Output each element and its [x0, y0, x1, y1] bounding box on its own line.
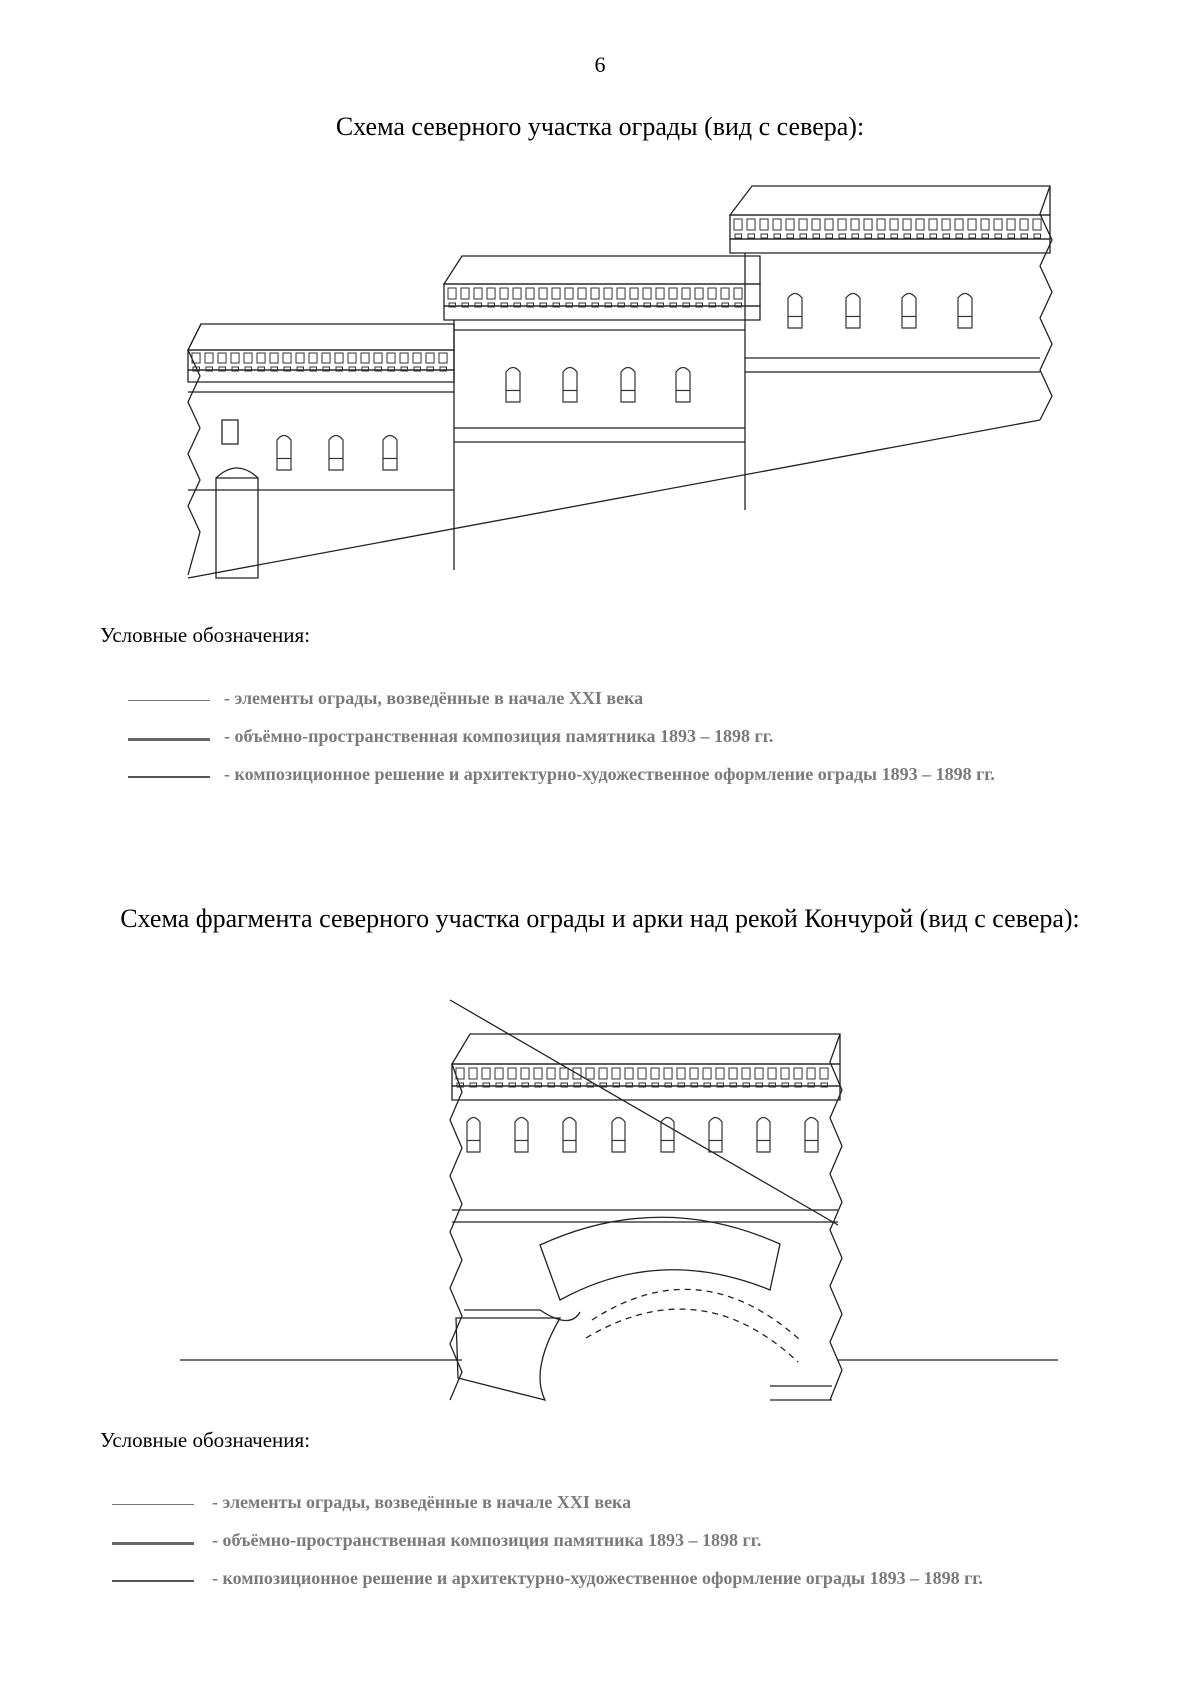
legend-text: - композиционное решение и архитектурно-художественное оформление ограды 1893 – 1898 гг.: [212, 1568, 983, 1588]
cornice-dentil: [565, 288, 573, 299]
cornice-dentil: [851, 219, 859, 230]
legend-line-medium: [112, 1580, 194, 1582]
cornice-dentil: [968, 219, 976, 230]
cornice-dentil: [716, 1068, 724, 1079]
gate-opening: [216, 478, 258, 578]
cornice-dentil: [244, 353, 252, 363]
cornice-dentil: [513, 288, 521, 299]
blind-window: [958, 294, 972, 329]
frieze-block: [839, 234, 846, 238]
cornice-dentil: [669, 288, 677, 299]
cornice-dentil: [682, 288, 690, 299]
cornice-dentil: [838, 219, 846, 230]
frieze-block: [1008, 234, 1015, 238]
arch-wall-frieze: [452, 1086, 840, 1100]
frieze-block: [826, 234, 833, 238]
fence-section-2-frieze: [444, 306, 760, 320]
cornice-dentil: [768, 1068, 776, 1079]
blind-window: [709, 1118, 722, 1153]
cornice-dentil: [643, 288, 651, 299]
cornice-dentil: [539, 288, 547, 299]
diagram1-legend-caption: Условные обозначения:: [100, 623, 311, 647]
legend-text: - объёмно-пространственная композиция памятника 1893 – 1898 гг.: [224, 726, 774, 746]
frieze-block: [813, 234, 820, 238]
cornice-dentil: [760, 219, 768, 230]
cornice-dentil: [955, 219, 963, 230]
legend-text: - элементы ограды, возведённые в начале XXI века: [212, 1492, 632, 1512]
cornice-dentil: [786, 219, 794, 230]
cornice-dentil: [400, 353, 408, 363]
frieze-block: [735, 234, 742, 238]
diagram1-title: Схема северного участка ограды (вид с севера):: [335, 112, 865, 141]
cornice-dentil: [439, 353, 447, 363]
ground-slope-line: [188, 420, 1040, 578]
cornice-dentil: [461, 288, 469, 299]
fence-section-2-roof: [444, 256, 760, 284]
blind-window: [329, 436, 343, 471]
cornice-dentil: [890, 219, 898, 230]
cornice-dentil: [755, 1068, 763, 1079]
cornice-dentil: [916, 219, 924, 230]
legend-line-thick: [112, 1542, 194, 1545]
blind-window: [661, 1118, 674, 1153]
cornice-dentil: [591, 288, 599, 299]
cornice-dentil: [474, 288, 482, 299]
frieze-block: [748, 234, 755, 238]
frieze-block: [761, 234, 768, 238]
frieze-block: [1034, 234, 1041, 238]
frieze-block: [878, 234, 885, 238]
cornice-dentil: [799, 219, 807, 230]
cornice-dentil: [231, 353, 239, 363]
legend-line-medium: [128, 776, 210, 778]
blind-window: [383, 436, 397, 471]
frieze-block: [943, 234, 950, 238]
cornice-dentil: [677, 1068, 685, 1079]
cornice-dentil: [820, 1068, 828, 1079]
legend-text: - композиционное решение и архитектурно-художественное оформление ограды 1893 – 1898 гг.: [224, 764, 995, 784]
cornice-dentil: [994, 219, 1002, 230]
cornice-dentil: [703, 1068, 711, 1079]
cornice-dentil: [270, 353, 278, 363]
frieze-block: [774, 234, 781, 238]
blind-window: [467, 1118, 480, 1153]
cornice-dentil: [361, 353, 369, 363]
cornice-dentil: [257, 353, 265, 363]
cornice-dentil: [729, 1068, 737, 1079]
cornice-dentil: [734, 288, 742, 299]
cornice-dentil: [534, 1068, 542, 1079]
cornice-dentil: [812, 219, 820, 230]
cornice-dentil: [296, 353, 304, 363]
blind-window: [676, 368, 690, 403]
fence-section-3-roof: [730, 186, 1050, 215]
blind-window: [563, 1118, 576, 1153]
blind-window: [846, 294, 860, 329]
cornice-dentil: [604, 288, 612, 299]
cornice-dentil: [495, 1068, 503, 1079]
cornice-dentils: [456, 1068, 828, 1087]
legend-line-thick: [128, 738, 210, 741]
cornice-dentil: [656, 288, 664, 299]
cornice-dentil: [903, 219, 911, 230]
cornice-dentil: [794, 1068, 802, 1079]
blind-window: [563, 368, 577, 403]
cornice-dentil: [742, 1068, 750, 1079]
cornice-dentil: [638, 1068, 646, 1079]
fence-section-3-frieze: [730, 239, 1050, 253]
cornice-dentil: [781, 1068, 789, 1079]
arch-over-river-drawing: [0, 1000, 1200, 1500]
cornice-dentil: [599, 1068, 607, 1079]
arch-intrados-dashed: [592, 1289, 800, 1340]
arch-span-left: [464, 1310, 580, 1321]
frieze-block: [865, 234, 872, 238]
cornice-dentil: [335, 353, 343, 363]
blind-window: [515, 1118, 528, 1153]
frieze-block: [787, 234, 794, 238]
arch-wall-break-left: [450, 1064, 462, 1400]
legend-line-thin: [128, 700, 210, 701]
frieze-block: [891, 234, 898, 238]
legend-text: - элементы ограды, возведённые в начале XXI века: [224, 688, 644, 708]
cornice-dentil: [864, 219, 872, 230]
blind-windows: [467, 1118, 818, 1153]
cornice-dentil: [526, 288, 534, 299]
cornice-dentil: [773, 219, 781, 230]
frieze-block: [800, 234, 807, 238]
cornice-dentil: [413, 353, 421, 363]
arch-voussoir-left: [456, 1318, 560, 1400]
cornice-dentil: [942, 219, 950, 230]
frieze-block: [982, 234, 989, 238]
arch-extrados: [540, 1217, 780, 1300]
cornice-dentil: [448, 288, 456, 299]
blind-window: [506, 368, 520, 403]
cornice-dentil: [508, 1068, 516, 1079]
cornice-dentil: [617, 288, 625, 299]
cornice-dentil: [218, 353, 226, 363]
blind-window: [757, 1118, 770, 1153]
cornice-dentil: [387, 353, 395, 363]
cornice-dentil: [695, 288, 703, 299]
blind-window: [805, 1118, 818, 1153]
arch-wall-roof: [452, 1034, 840, 1064]
frieze-block: [917, 234, 924, 238]
frieze-block: [904, 234, 911, 238]
cornice-dentil: [469, 1068, 477, 1079]
cornice-dentil: [825, 219, 833, 230]
cornice-dentil: [630, 288, 638, 299]
cornice-dentil: [929, 219, 937, 230]
legend-line-thin: [112, 1504, 194, 1505]
cornice-dentil: [708, 288, 716, 299]
cornice-dentil: [586, 1068, 594, 1079]
cornice-dentil: [625, 1068, 633, 1079]
page-number: 6: [594, 52, 606, 77]
fence-section-1-frieze: [188, 370, 454, 382]
cornice-dentil: [734, 219, 742, 230]
cornice-dentil: [500, 288, 508, 299]
cornice-dentil: [721, 288, 729, 299]
blind-window: [902, 294, 916, 329]
blind-window: [277, 436, 291, 471]
blind-window: [612, 1118, 625, 1153]
cornice-dentil: [612, 1068, 620, 1079]
cornice-dentil: [205, 353, 213, 363]
cornice-dentil: [690, 1068, 698, 1079]
fence-break-left: [188, 324, 201, 575]
blind-window: [621, 368, 635, 403]
cornice-dentil: [560, 1068, 568, 1079]
cornice-dentil: [348, 353, 356, 363]
blind-window-square: [222, 420, 238, 444]
gate-arch: [216, 468, 258, 478]
cornice-dentil: [547, 1068, 555, 1079]
frieze-block: [930, 234, 937, 238]
cornice-dentil: [552, 288, 560, 299]
diagram2-title: Схема фрагмента северного участка ограды и арки над рекой Кончурой (вид с севера):: [120, 904, 1080, 933]
cornice-dentil: [981, 219, 989, 230]
blind-window: [788, 294, 802, 329]
cornice-dentil: [374, 353, 382, 363]
cornice-dentil: [877, 219, 885, 230]
north-fence-elevation-drawing: [0, 0, 1200, 600]
frieze-block: [995, 234, 1002, 238]
cornice-dentil: [521, 1068, 529, 1079]
cornice-dentil: [664, 1068, 672, 1079]
frieze-block: [852, 234, 859, 238]
fence-section-1-roof: [188, 324, 454, 350]
cornice-dentil: [1033, 219, 1041, 230]
cornice-dentil: [651, 1068, 659, 1079]
diagram2-legend-caption: Условные обозначения:: [100, 1428, 311, 1452]
cornice-dentil: [309, 353, 317, 363]
cornice-dentil: [1020, 219, 1028, 230]
cornice-dentil: [578, 288, 586, 299]
cornice-dentil: [482, 1068, 490, 1079]
arch-inner-dashed: [586, 1309, 798, 1362]
frieze-block: [956, 234, 963, 238]
cornice-dentil: [322, 353, 330, 363]
cornice-dentil: [487, 288, 495, 299]
frieze-block: [1021, 234, 1028, 238]
legend-text: - объёмно-пространственная композиция памятника 1893 – 1898 гг.: [212, 1530, 762, 1550]
cornice-dentil: [747, 219, 755, 230]
cornice-dentil: [1007, 219, 1015, 230]
cornice-dentil: [426, 353, 434, 363]
frieze-block: [969, 234, 976, 238]
cornice-dentil: [283, 353, 291, 363]
cornice-dentil: [807, 1068, 815, 1079]
